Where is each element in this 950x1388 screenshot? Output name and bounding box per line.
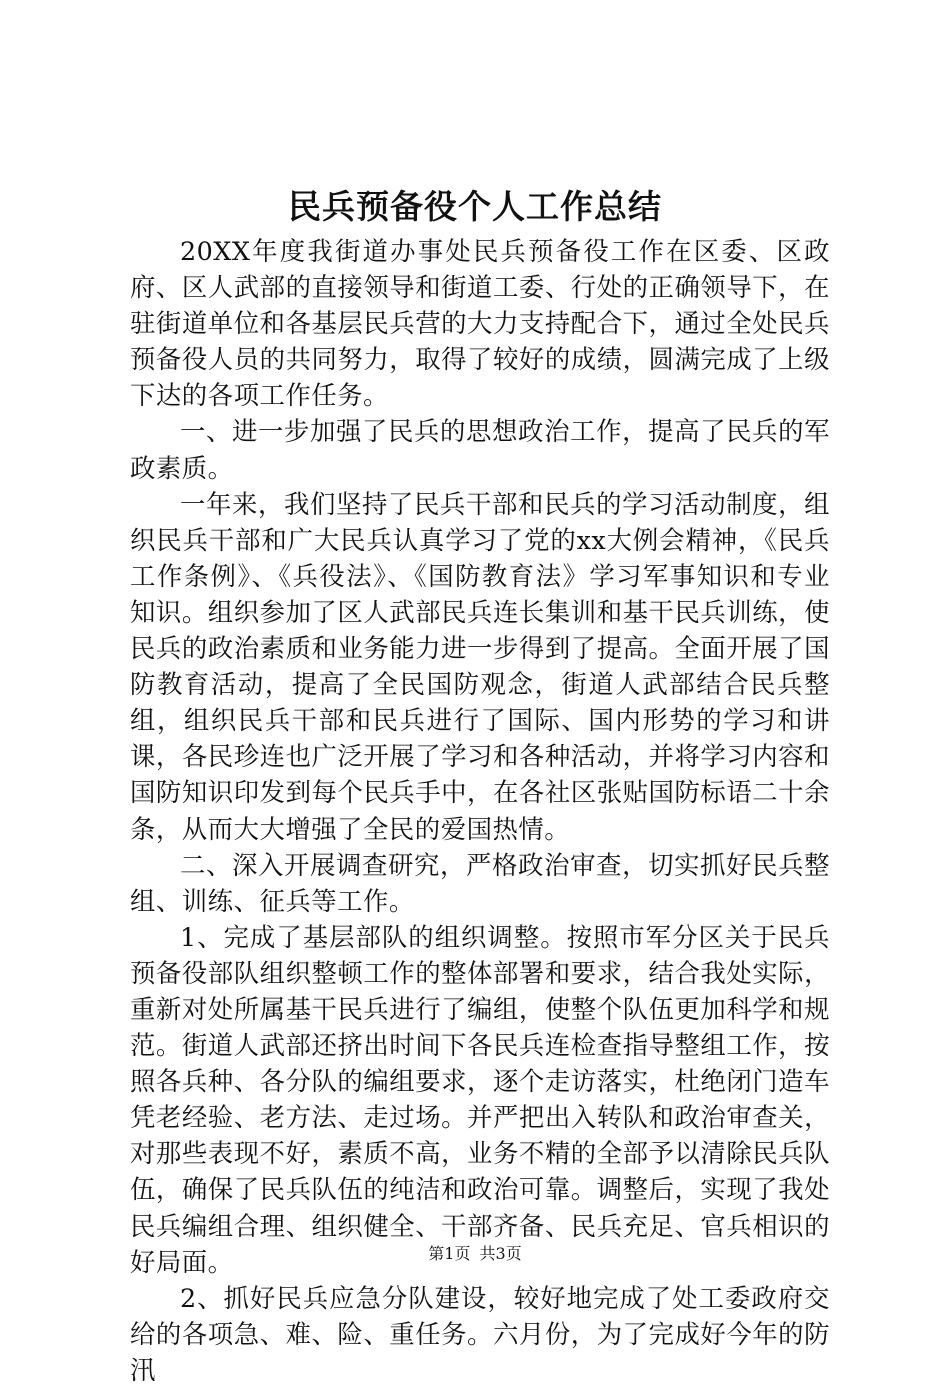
paragraph-heading-two: 二、深入开展调查研究，严格政治审查，切实抓好民兵整组、训练、征兵等工作。 [130,849,830,916]
document-body [130,233,830,1388]
paragraph-item-one: 1、完成了基层部队的组织调整。按照市军分区关于民兵预备役部队组织整顿工作的整体部署和要求，结合我处实际，重新对处所属基干民兵进行了编组，使整个队伍更加科学和规范。街道人武部还挤出时间下各民兵连检查指导整组工作，按照各兵种、各分队的编组要求，逐个走访落实，杜绝闭门造车凭老经验、老方法、走过场。并严把出入转队和政治审查关，对那些表现不好，素质不高，业务不精的全部予以清除民兵队伍，确保了民兵队伍的纯洁和政治可靠。调整后，实现了我处民兵编组合理、组织健全、干部齐备、民兵充足、官兵相识的好局面。 [130,921,830,1277]
page-number: 第1页 [428,1244,471,1263]
paragraph-heading-one: 一、进一步加强了民兵的思想政治工作，提高了民兵的军政素质。 [130,416,830,483]
paragraph-study: 一年来，我们坚持了民兵干部和民兵的学习活动制度，组织民兵干部和广大民兵认真学习了党的xx大例会精神，《民兵工作条例》、《兵役法》、《国防教育法》学习军事知识和专业知识。组织参加了区人武部民兵连长集训和基干民兵训练，使民兵的政治素质和业务能力进一步得到了提高。全面开展了国防教育活动，提高了全民国防观念，街道人武部结合民兵整组，组织民兵干部和民兵进行了国际、国内形势的学习和讲课，各民珍连也广泛开展了学习和各种活动，并将学习内容和国防知识印发到每个民兵手中，在各社区张贴国防标语二十余条，从而大大增强了全民的爱国热情。 [130,488,830,844]
paragraph-item-two: 2、抓好民兵应急分队建设，较好地完成了处工委政府交给的各项急、难、险、重任务。六月份，为了完成好今年的防汛 [130,1282,830,1385]
document-title: 民兵预备役个人工作总结 [288,187,662,226]
paragraph-intro: 20XX年度我街道办事处民兵预备役工作在区委、区政府、区人武部的直接领导和街道工委、行处的正确领导下，在驻街道单位和各基层民兵营的大力支持配合下，通过全处民兵预备役人员的共同努力，取得了较好的成绩，圆满完成了上级下达的各项工作任务。 [130,236,830,411]
page-footer [0,1243,950,1265]
page-total: 共3页 [479,1244,522,1263]
